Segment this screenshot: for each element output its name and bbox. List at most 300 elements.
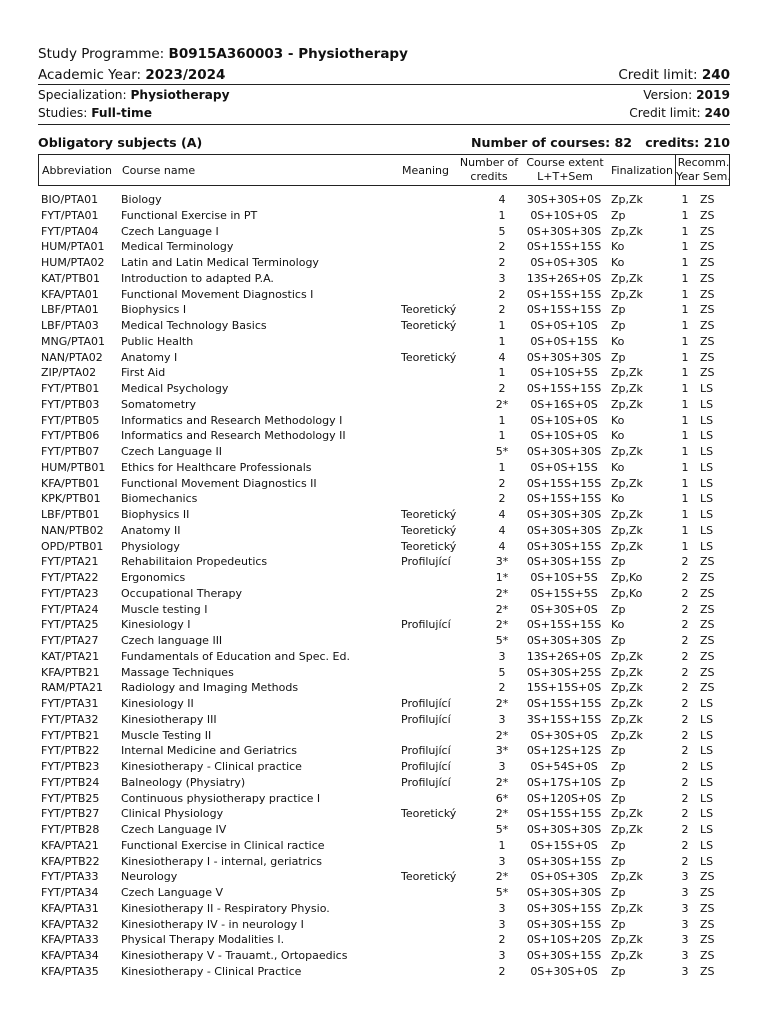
cell-abbreviation: KAT/PTA21 bbox=[41, 649, 100, 663]
cell-course-name: Kinesiology II bbox=[121, 697, 194, 710]
cell-extent: 3S+15S+15S bbox=[526, 712, 602, 726]
table-row bbox=[38, 381, 730, 397]
cell-abbreviation: FYT/PTA24 bbox=[41, 602, 99, 616]
cell-credits: 3* bbox=[495, 744, 509, 758]
cell-extent: 0S+0S+30S bbox=[530, 870, 598, 884]
cell-course-name: Latin and Latin Medical Terminology bbox=[121, 256, 319, 269]
cell-extent: 0S+16S+0S bbox=[530, 397, 598, 411]
cell-course-name: Muscle Testing II bbox=[121, 728, 212, 742]
cell-course-name: Czech Language V bbox=[121, 886, 224, 899]
cell-meaning: Profilující bbox=[401, 618, 451, 632]
cell-extent: 0S+0S+15S bbox=[530, 460, 598, 474]
cell-abbreviation: FYT/PTB05 bbox=[41, 413, 100, 427]
cell-meaning: Teoretický bbox=[401, 319, 457, 332]
cell-finalization: Zp,Zk bbox=[611, 681, 643, 695]
section-header bbox=[38, 133, 730, 151]
table-row bbox=[38, 838, 730, 854]
cell-extent: 0S+30S+30S bbox=[526, 634, 602, 647]
cell-course-name: Functional Exercise in PT bbox=[121, 208, 258, 222]
cell-credits: 2* bbox=[495, 618, 509, 632]
cell-credits: 2* bbox=[495, 397, 509, 411]
cell-extent: 0S+17S+10S bbox=[526, 775, 602, 789]
cell-recomm-year: 1 bbox=[681, 508, 689, 521]
cell-abbreviation: LBF/PTA01 bbox=[41, 303, 99, 317]
cell-abbreviation: FYT/PTA01 bbox=[41, 208, 99, 222]
table-row bbox=[38, 917, 730, 933]
cell-course-name: Biology bbox=[121, 193, 162, 206]
cell-recomm-year: 3 bbox=[681, 901, 689, 915]
cell-recomm-sem: LS bbox=[700, 760, 714, 773]
table-row bbox=[38, 586, 730, 602]
cell-abbreviation: FYT/PTB01 bbox=[41, 382, 100, 395]
studies-info bbox=[38, 106, 152, 120]
cell-finalization: Ko bbox=[611, 256, 625, 269]
cell-abbreviation: ZIP/PTA02 bbox=[41, 366, 97, 380]
col-finalization: Finalization bbox=[611, 163, 673, 177]
table-row bbox=[38, 397, 730, 413]
cell-abbreviation: RAM/PTA21 bbox=[41, 681, 103, 695]
studies-label: Studies: bbox=[38, 106, 88, 120]
col-extent-line1: Course extent bbox=[526, 156, 604, 169]
cell-abbreviation: NAN/PTB02 bbox=[41, 523, 104, 537]
cell-extent: 0S+30S+30S bbox=[526, 445, 602, 458]
cell-finalization: Zp bbox=[611, 303, 626, 317]
cell-credits: 5* bbox=[495, 823, 509, 836]
cell-meaning: Profilující bbox=[401, 760, 451, 773]
cell-recomm-year: 3 bbox=[681, 886, 689, 899]
cell-recomm-sem: LS bbox=[700, 539, 714, 553]
cell-course-name: Introduction to adapted P.A. bbox=[121, 271, 274, 285]
cell-finalization: Zp,Ko bbox=[611, 571, 643, 584]
cell-recomm-year: 2 bbox=[681, 728, 689, 742]
table-row bbox=[38, 665, 730, 681]
cell-recomm-sem: LS bbox=[700, 697, 714, 710]
table-row bbox=[38, 570, 730, 586]
table-row bbox=[38, 964, 730, 980]
cell-recomm-sem: ZS bbox=[700, 555, 715, 569]
cell-meaning: Teoretický bbox=[401, 523, 457, 537]
cell-finalization: Zp,Zk bbox=[611, 382, 643, 395]
cell-finalization: Zp,Zk bbox=[611, 287, 643, 301]
cell-recomm-sem: ZS bbox=[700, 602, 715, 616]
cell-meaning: Profilující bbox=[401, 712, 451, 726]
cell-credits: 3 bbox=[498, 901, 506, 915]
cell-recomm-sem: LS bbox=[700, 382, 714, 395]
cell-extent: 0S+30S+15S bbox=[526, 539, 602, 553]
col-extent bbox=[525, 155, 605, 185]
table-row bbox=[38, 775, 730, 791]
credit-limit2-label: Credit limit: bbox=[629, 106, 701, 120]
cell-course-name: Anatomy I bbox=[121, 350, 178, 364]
cell-recomm-year: 2 bbox=[681, 555, 689, 569]
table-row bbox=[38, 869, 730, 885]
cell-credits: 2* bbox=[495, 775, 509, 789]
cell-recomm-year: 1 bbox=[681, 397, 689, 411]
cell-finalization: Zp bbox=[611, 838, 626, 852]
cell-meaning: Profilující bbox=[401, 555, 451, 569]
table-row bbox=[38, 791, 730, 807]
cell-recomm-year: 1 bbox=[681, 523, 689, 537]
cell-credits: 3 bbox=[498, 949, 506, 962]
cell-recomm-year: 1 bbox=[681, 319, 689, 332]
cell-credits: 2* bbox=[495, 586, 509, 600]
cell-abbreviation: FYT/PTB03 bbox=[41, 397, 100, 411]
cell-extent: 0S+30S+30S bbox=[526, 508, 602, 521]
cell-finalization: Zp,Zk bbox=[611, 823, 643, 836]
specialization-value: Physiotherapy bbox=[130, 88, 230, 102]
cell-credits: 5* bbox=[495, 886, 509, 899]
cell-course-name: Biophysics II bbox=[121, 508, 190, 521]
cell-abbreviation: KAT/PTB01 bbox=[41, 271, 101, 285]
cell-credits: 5* bbox=[495, 445, 509, 458]
table-row bbox=[38, 476, 730, 492]
studies-value: Full-time bbox=[91, 106, 152, 120]
cell-extent: 0S+30S+0S bbox=[530, 728, 598, 742]
cell-recomm-sem: ZS bbox=[700, 964, 715, 978]
cell-recomm-sem: ZS bbox=[700, 350, 715, 364]
cell-credits: 2* bbox=[495, 870, 509, 884]
cell-recomm-sem: ZS bbox=[700, 901, 715, 915]
table-row bbox=[38, 271, 730, 287]
cell-abbreviation: HUM/PTA02 bbox=[41, 256, 105, 269]
table-row bbox=[38, 901, 730, 917]
cell-recomm-sem: LS bbox=[700, 460, 714, 474]
section-title: Obligatory subjects (A) bbox=[38, 134, 203, 150]
year-label: Academic Year: bbox=[38, 66, 142, 83]
cell-recomm-year: 1 bbox=[681, 429, 689, 443]
cell-abbreviation: FYT/PTA33 bbox=[41, 870, 99, 884]
table-row bbox=[38, 491, 730, 507]
cell-recomm-sem: ZS bbox=[700, 303, 715, 317]
cell-credits: 4 bbox=[498, 508, 506, 521]
table-row bbox=[38, 460, 730, 476]
cell-recomm-sem: ZS bbox=[700, 287, 715, 301]
cell-abbreviation: FYT/PTA27 bbox=[41, 634, 99, 647]
cell-recomm-sem: LS bbox=[700, 476, 714, 490]
cell-extent: 0S+30S+30S bbox=[526, 224, 602, 238]
cell-recomm-year: 3 bbox=[681, 870, 689, 884]
cell-recomm-sem: ZS bbox=[700, 870, 715, 884]
cell-recomm-sem: LS bbox=[700, 728, 714, 742]
cell-course-name: Neurology bbox=[121, 870, 178, 884]
cell-finalization: Zp bbox=[611, 917, 626, 931]
cell-extent: 0S+30S+0S bbox=[530, 964, 598, 978]
version-label: Version: bbox=[643, 88, 693, 102]
table-row bbox=[38, 255, 730, 271]
cell-recomm-sem: LS bbox=[700, 523, 714, 537]
cell-course-name: Kinesiology I bbox=[121, 618, 191, 632]
table-row bbox=[38, 444, 730, 460]
cell-course-name: Ethics for Healthcare Professionals bbox=[121, 460, 312, 474]
cell-recomm-year: 2 bbox=[681, 665, 689, 679]
cell-abbreviation: KFA/PTA32 bbox=[41, 917, 99, 931]
programme-label: Study Programme: bbox=[38, 45, 165, 62]
cell-course-name: Kinesiotherapy I - internal, geriatrics bbox=[121, 854, 322, 868]
cell-abbreviation: FYT/PTB23 bbox=[41, 760, 100, 773]
cell-course-name: Balneology (Physiatry) bbox=[121, 775, 246, 789]
cell-recomm-sem: LS bbox=[700, 791, 714, 805]
cell-extent: 0S+15S+15S bbox=[526, 240, 602, 254]
cell-credits: 3 bbox=[498, 760, 506, 773]
cell-credits: 2 bbox=[498, 382, 506, 395]
cell-finalization: Zp bbox=[611, 319, 626, 332]
cell-recomm-year: 2 bbox=[681, 618, 689, 632]
col-meaning: Meaning bbox=[402, 163, 449, 177]
cell-credits: 5* bbox=[495, 634, 509, 647]
cell-recomm-sem: LS bbox=[700, 397, 714, 411]
cell-finalization: Zp,Zk bbox=[611, 445, 643, 458]
cell-recomm-year: 1 bbox=[681, 303, 689, 317]
col-recomm-line1: Recomm. bbox=[677, 156, 730, 169]
cell-credits: 1 bbox=[498, 460, 506, 474]
cell-course-name: Radiology and Imaging Methods bbox=[121, 681, 299, 695]
cell-course-name: Fundamentals of Education and Spec. Ed. bbox=[121, 649, 350, 663]
cell-course-name: Medical Psychology bbox=[121, 382, 229, 395]
credit-limit-value: 240 bbox=[701, 66, 730, 83]
cell-credits: 2* bbox=[495, 602, 509, 616]
table-row bbox=[38, 728, 730, 744]
cell-recomm-year: 1 bbox=[681, 366, 689, 380]
col-credits bbox=[457, 155, 521, 185]
cell-finalization: Zp,Zk bbox=[611, 271, 643, 285]
cell-extent: 13S+26S+0S bbox=[526, 649, 602, 663]
cell-recomm-year: 1 bbox=[681, 208, 689, 222]
cell-course-name: Czech Language IV bbox=[121, 823, 227, 836]
cell-extent: 0S+15S+15S bbox=[526, 287, 602, 301]
studies-line bbox=[38, 104, 730, 122]
cell-course-name: Occupational Therapy bbox=[121, 586, 243, 600]
cell-finalization: Zp,Zk bbox=[611, 870, 643, 884]
cell-finalization: Zp,Zk bbox=[611, 366, 643, 380]
cell-recomm-year: 2 bbox=[681, 586, 689, 600]
table-row bbox=[38, 633, 730, 649]
cell-course-name: Informatics and Research Methodology II bbox=[121, 429, 346, 443]
cell-recomm-sem: LS bbox=[700, 413, 714, 427]
cell-extent: 0S+30S+0S bbox=[530, 602, 598, 616]
cell-finalization: Zp,Zk bbox=[611, 665, 643, 679]
table-row bbox=[38, 287, 730, 303]
cell-course-name: Biophysics I bbox=[121, 303, 187, 317]
cell-extent: 0S+30S+15S bbox=[526, 917, 602, 931]
cell-finalization: Ko bbox=[611, 460, 625, 474]
cell-recomm-year: 1 bbox=[681, 382, 689, 395]
cell-credits: 6* bbox=[495, 791, 509, 805]
cell-course-name: Czech Language I bbox=[121, 224, 219, 238]
table-row bbox=[38, 649, 730, 665]
cell-course-name: Somatometry bbox=[121, 397, 197, 411]
table-row bbox=[38, 413, 730, 429]
cell-recomm-year: 3 bbox=[681, 964, 689, 978]
cell-abbreviation: FYT/PTB27 bbox=[41, 807, 100, 821]
cell-abbreviation: BIO/PTA01 bbox=[41, 193, 99, 206]
cell-abbreviation: FYT/PTA22 bbox=[41, 571, 99, 584]
cell-credits: 1 bbox=[498, 413, 506, 427]
cell-course-name: Muscle testing I bbox=[121, 602, 208, 616]
cell-credits: 2* bbox=[495, 728, 509, 742]
cell-credits: 1* bbox=[495, 571, 509, 584]
cell-course-name: Czech Language II bbox=[121, 445, 223, 458]
cell-finalization: Zp bbox=[611, 602, 626, 616]
cell-credits: 3 bbox=[498, 712, 506, 726]
cell-finalization: Ko bbox=[611, 334, 625, 348]
cell-extent: 0S+10S+0S bbox=[530, 429, 598, 443]
cell-extent: 0S+30S+30S bbox=[526, 886, 602, 899]
cell-recomm-sem: ZS bbox=[700, 649, 715, 663]
cell-finalization: Ko bbox=[611, 413, 625, 427]
cell-credits: 1 bbox=[498, 429, 506, 443]
specialization-info bbox=[38, 88, 230, 102]
cell-extent: 0S+30S+25S bbox=[526, 665, 602, 679]
cell-course-name: Kinesiotherapy III bbox=[121, 712, 217, 726]
cell-abbreviation: KFA/PTB22 bbox=[41, 854, 100, 868]
cell-recomm-year: 1 bbox=[681, 271, 689, 285]
col-abbreviation: Abbreviation bbox=[42, 163, 112, 177]
cell-recomm-year: 2 bbox=[681, 791, 689, 805]
cell-extent: 0S+15S+0S bbox=[530, 838, 598, 852]
table-row bbox=[38, 602, 730, 618]
cell-abbreviation: FYT/PTB22 bbox=[41, 744, 100, 758]
table-row bbox=[38, 365, 730, 381]
cell-abbreviation: LBF/PTB01 bbox=[41, 508, 100, 521]
cell-finalization: Zp bbox=[611, 760, 626, 773]
version-info bbox=[643, 88, 730, 102]
cell-course-name: First Aid bbox=[121, 366, 166, 380]
cell-recomm-year: 2 bbox=[681, 681, 689, 695]
cell-recomm-sem: ZS bbox=[700, 334, 715, 348]
cell-recomm-sem: ZS bbox=[700, 933, 715, 947]
cell-recomm-sem: ZS bbox=[700, 240, 715, 254]
cell-finalization: Zp bbox=[611, 791, 626, 805]
table-row bbox=[38, 932, 730, 948]
cell-finalization: Zp,Zk bbox=[611, 523, 643, 537]
cell-extent: 0S+0S+10S bbox=[530, 319, 598, 332]
cell-credits: 2 bbox=[498, 933, 506, 947]
cell-meaning: Teoretický bbox=[401, 508, 457, 521]
cell-recomm-sem: LS bbox=[700, 429, 714, 443]
cell-recomm-year: 3 bbox=[681, 933, 689, 947]
cell-finalization: Zp bbox=[611, 775, 626, 789]
cell-abbreviation: HUM/PTB01 bbox=[41, 460, 106, 474]
cell-extent: 0S+15S+15S bbox=[526, 476, 602, 490]
cell-recomm-year: 1 bbox=[681, 476, 689, 490]
cell-credits: 2 bbox=[498, 287, 506, 301]
cell-course-name: Functional Exercise in Clinical ractice bbox=[121, 838, 325, 852]
cell-credits: 4 bbox=[498, 523, 506, 537]
cell-recomm-year: 2 bbox=[681, 823, 689, 836]
cell-extent: 0S+10S+0S bbox=[530, 208, 598, 222]
cell-recomm-sem: ZS bbox=[700, 208, 715, 222]
cell-recomm-sem: LS bbox=[700, 807, 714, 821]
cell-abbreviation: FYT/PTB25 bbox=[41, 791, 100, 805]
cell-extent: 0S+10S+0S bbox=[530, 413, 598, 427]
cell-abbreviation: FYT/PTB06 bbox=[41, 429, 100, 443]
cell-extent: 13S+26S+0S bbox=[526, 271, 602, 285]
cell-meaning: Teoretický bbox=[401, 539, 457, 553]
cell-course-name: Continuous physiotherapy practice I bbox=[121, 791, 321, 805]
col-credits-line1: Number of bbox=[459, 156, 519, 169]
cell-recomm-year: 1 bbox=[681, 240, 689, 254]
cell-recomm-year: 2 bbox=[681, 760, 689, 773]
table-row bbox=[38, 224, 730, 240]
cell-abbreviation: KFA/PTA34 bbox=[41, 949, 99, 962]
table-row bbox=[38, 806, 730, 822]
cell-finalization: Zp,Zk bbox=[611, 933, 643, 947]
cell-credits: 2* bbox=[495, 697, 509, 710]
cell-abbreviation: FYT/PTA04 bbox=[41, 224, 99, 238]
cell-recomm-year: 2 bbox=[681, 854, 689, 868]
table-row bbox=[38, 885, 730, 901]
cell-recomm-sem: LS bbox=[700, 492, 714, 506]
cell-course-name: Kinesiotherapy - Clinical Practice bbox=[121, 964, 302, 978]
cell-recomm-year: 2 bbox=[681, 571, 689, 584]
table-row bbox=[38, 759, 730, 775]
table-row bbox=[38, 743, 730, 759]
cell-extent: 0S+30S+30S bbox=[526, 350, 602, 364]
cell-extent: 0S+15S+15S bbox=[526, 807, 602, 821]
cell-finalization: Zp,Zk bbox=[611, 697, 643, 710]
programme-info bbox=[38, 46, 408, 62]
cell-abbreviation: KFA/PTB01 bbox=[41, 476, 100, 490]
cell-extent: 0S+54S+0S bbox=[530, 760, 598, 773]
cell-credits: 4 bbox=[498, 350, 506, 364]
cell-extent: 0S+15S+15S bbox=[526, 697, 602, 710]
cell-abbreviation: KPK/PTB01 bbox=[41, 492, 101, 506]
cell-credits: 1 bbox=[498, 334, 506, 348]
cell-recomm-sem: ZS bbox=[700, 224, 715, 238]
cell-recomm-sem: LS bbox=[700, 508, 714, 521]
cell-extent: 0S+12S+12S bbox=[526, 744, 602, 758]
cell-finalization: Zp bbox=[611, 555, 626, 569]
cell-finalization: Zp,Zk bbox=[611, 508, 643, 521]
cell-credits: 2 bbox=[498, 681, 506, 695]
cell-finalization: Zp,Zk bbox=[611, 397, 643, 411]
cell-abbreviation: FYT/PTA23 bbox=[41, 586, 99, 600]
cell-abbreviation: KFA/PTA01 bbox=[41, 287, 99, 301]
cell-finalization: Zp,Zk bbox=[611, 728, 643, 742]
cell-recomm-sem: ZS bbox=[700, 917, 715, 931]
cell-credits: 3 bbox=[498, 271, 506, 285]
cell-abbreviation: KFA/PTA21 bbox=[41, 838, 99, 852]
table-row bbox=[38, 192, 730, 208]
table-row bbox=[38, 350, 730, 366]
col-recomm-line2: Year Sem. bbox=[676, 170, 731, 183]
cell-credits: 2 bbox=[498, 303, 506, 317]
cell-course-name: Massage Techniques bbox=[121, 665, 234, 679]
cell-meaning: Teoretický bbox=[401, 303, 457, 317]
cell-recomm-sem: ZS bbox=[700, 886, 715, 899]
cell-finalization: Zp,Zk bbox=[611, 193, 643, 206]
cell-credits: 3 bbox=[498, 917, 506, 931]
cell-abbreviation: OPD/PTB01 bbox=[41, 539, 104, 553]
table-row bbox=[38, 523, 730, 539]
cell-finalization: Zp,Zk bbox=[611, 807, 643, 821]
cell-finalization: Zp,Zk bbox=[611, 539, 643, 553]
course-table-body bbox=[38, 192, 730, 980]
cell-extent: 0S+30S+15S bbox=[526, 854, 602, 868]
col-credits-line2: credits bbox=[470, 170, 508, 183]
cell-course-name: Rehabilitaion Propedeutics bbox=[121, 555, 268, 569]
cell-recomm-sem: LS bbox=[700, 744, 714, 758]
cell-abbreviation: FYT/PTA32 bbox=[41, 712, 99, 726]
specialization-line bbox=[38, 86, 730, 104]
cell-course-name: Medical Terminology bbox=[121, 240, 234, 254]
cell-recomm-sem: ZS bbox=[700, 256, 715, 269]
cell-finalization: Zp,Zk bbox=[611, 949, 643, 962]
cell-extent: 30S+30S+0S bbox=[526, 193, 602, 206]
cell-abbreviation: LBF/PTA03 bbox=[41, 319, 99, 332]
table-row bbox=[38, 539, 730, 555]
cell-meaning: Teoretický bbox=[401, 350, 457, 364]
